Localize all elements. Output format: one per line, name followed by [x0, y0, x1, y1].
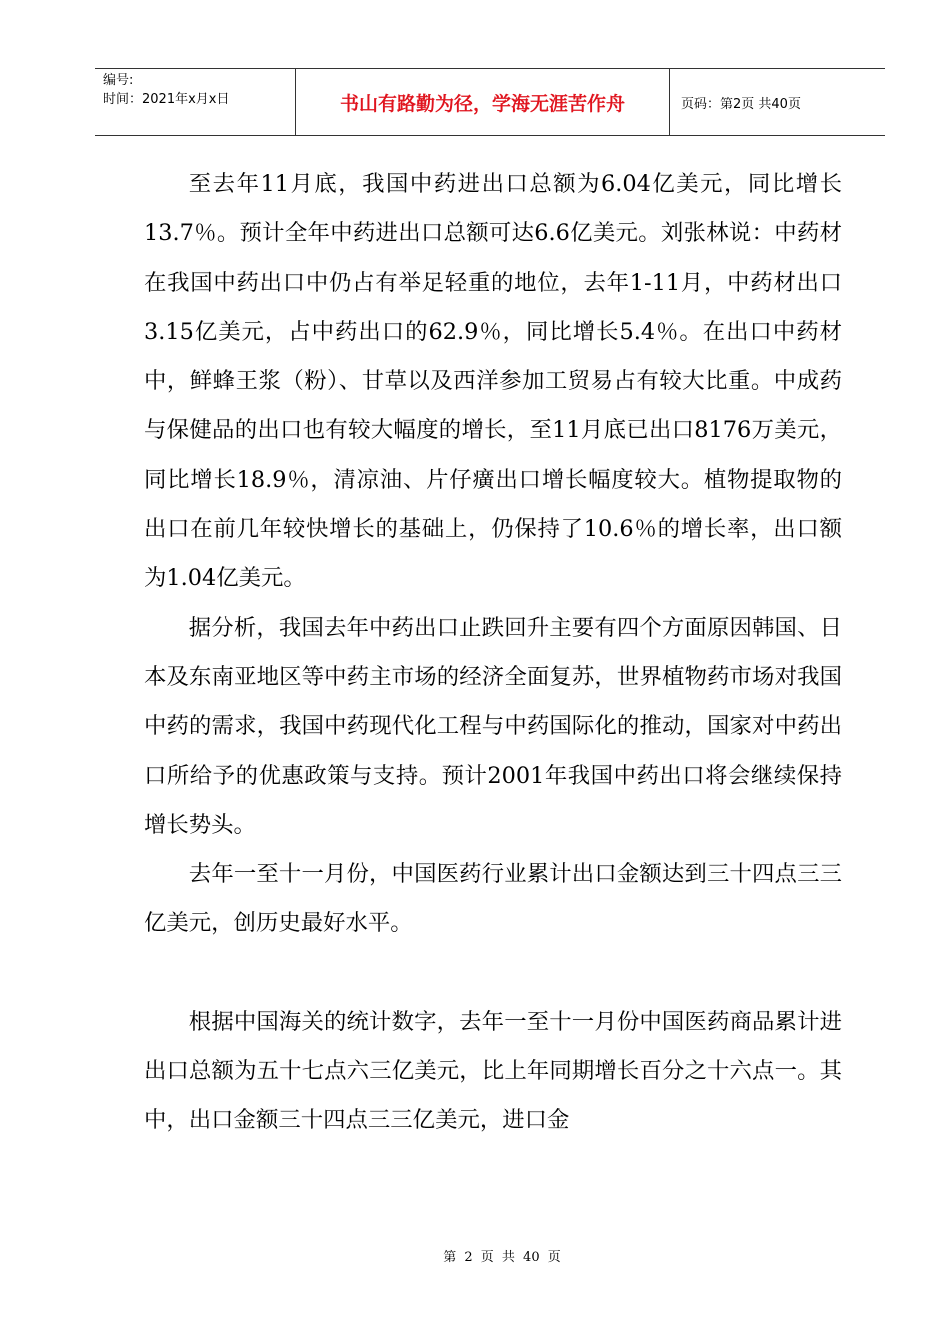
document-number-label: 编号:	[103, 73, 134, 88]
body-paragraph: 据分析，我国去年中药出口止跌回升主要有四个方面原因韩国、日本及东南亚地区等中药主市场的经济全面复苏，世界植物药市场对我国中药的需求，我国中药现代化工程与中药国际化的推动，国家对中药出口所给予的优惠政策与支持。预计2001年我国中药出口将会继续保持增长势头。	[144, 614, 842, 838]
page-footer: 第 2 页 共 40 页	[443, 1250, 561, 1265]
header-page-info: 页码：第2页 共40页	[681, 96, 801, 112]
header-meta	[95, 69, 296, 135]
body-paragraph: 根据中国海关的统计数字，去年一至十一月份中国医药商品累计进出口总额为五十七点六三亿美元，比上年同期增长百分之十六点一。其中，出口金额三十四点三三亿美元，进口金	[144, 1008, 842, 1134]
body-paragraph: 去年一至十一月份，中国医药行业累计出口金额达到三十四点三三亿美元，创历史最好水平。	[144, 861, 842, 937]
header-motto: 书山有路勤为径，学海无涯苦作舟	[296, 69, 670, 135]
document-body	[144, 160, 842, 1146]
body-paragraph: 至去年11月底，我国中药进出口总额为6.04亿美元，同比增长13.7％。预计全年中药进出口总额可达6.6亿美元。刘张林说：中药材在我国中药出口中仍占有举足轻重的地位，去年1-11月，中药材出口3.15亿美元，占中药出口的62.9％，同比增长5.4％。在出口中药材中，鲜蜂王浆（粉）、甘草以及西洋参加工贸易占有较大比重。中成药与保健品的出口也有较大幅度的增长，至11月底已出口8176万美元，同比增长18.9％，清凉油、片仔癀出口增长幅度较大。植物提取物的出口在前几年较快增长的基础上，仍保持了10.6％的增长率，出口额为1.04亿美元。	[144, 171, 842, 592]
document-time-label: 时间：2021年x月x日	[103, 92, 230, 107]
page-header	[95, 68, 885, 136]
